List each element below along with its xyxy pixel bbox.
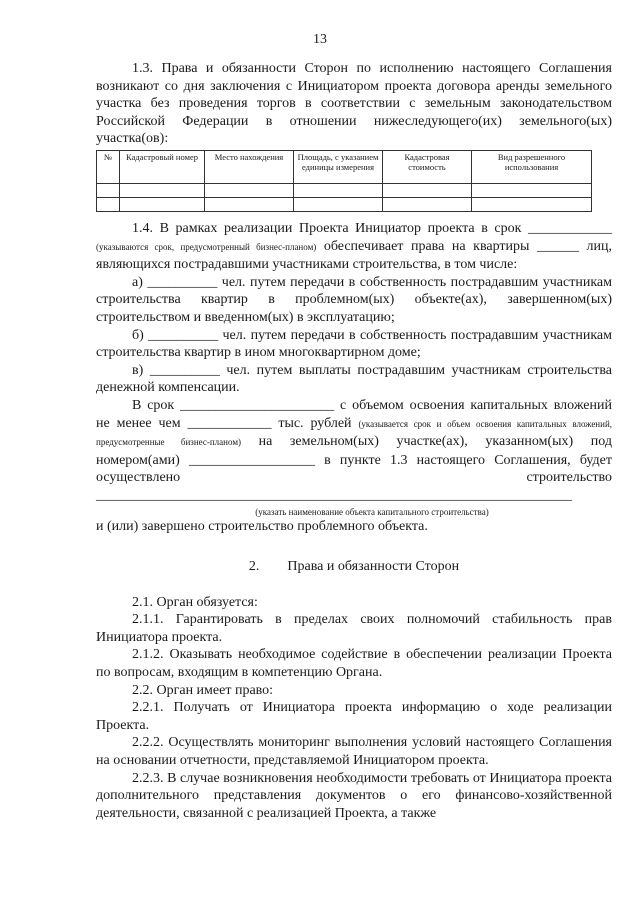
document-body (96, 60, 612, 822)
table-header-row (97, 150, 592, 183)
term-start: В срок ______________________ с объемом освоения капитальных вложений не менее чем ____________ тыс. рублей (96, 397, 612, 431)
clause-2-1-1: 2.1.1. Гарантировать в пределах своих полномочий стабильность прав Инициатора проекта. (96, 612, 612, 645)
col-area: Площадь, с указанием единицы измерения (294, 150, 383, 183)
clause-2-2: 2.2. Орган имеет право: (132, 682, 274, 698)
clause-1-4-item-b: б) __________ чел. путем передачи в собственность пострадавшим участникам строительства квартир в ином многоквартирном доме; (96, 327, 612, 361)
clause-2-1-2: 2.1.2. Оказывать необходимое содействие в обеспечении реализации Проекта по вопросам, входящим в компетенцию Органа. (96, 647, 612, 681)
col-permitted-use: Вид разрешенного использования (472, 150, 592, 183)
clause-1-3: 1.3. Права и обязанности Сторон по исполнению настоящего Соглашения возникают со дня заключения с Инициатором проекта договора аренды земельного участка без проведения торгов в соответствии с земельным законодательством Российской Федерации в отношении нижеследующего(их) земельного(ых) участка(ов): (96, 61, 612, 147)
clause-1-4-item-v: в) __________ чел. путем выплаты пострадавшим участникам строительства денежной компенсации. (96, 362, 612, 396)
section-2-number: 2. (248, 559, 260, 575)
section-2-heading (96, 558, 612, 576)
col-number: № (97, 150, 120, 183)
clause-1-4-construction-term (96, 397, 612, 519)
col-cadastral-number: Кадастровый номер (120, 150, 205, 183)
table-row (97, 183, 592, 197)
table-row (97, 197, 592, 211)
clause-1-4-item-a: а) __________ чел. путем передачи в собственность пострадавшим участникам строительства квартир в проблемном(ых) объекте(ах), завершенном(ых) строительством и введенном(ых) в эксплуатацию; (96, 274, 612, 325)
clause-1-4-term-note: (указываются срок, предусмотренный бизнес-планом) (96, 241, 317, 252)
object-name-hint: (указать наименование объекта капитального строительства) (255, 507, 489, 518)
page-number: 13 (313, 32, 327, 47)
clause-1-4-rest: обеспечивает права на квартиры ______ лиц, являющихся пострадавшими участниками строительства, в том числе: (96, 238, 613, 273)
land-plots-table (96, 150, 592, 212)
term-rest: на земельном(ых) участке(ах), указанном(ых) под номером(ами) __________________ в пункте 1.3 настоящего Соглашения, будет осуществлено строительство ____________________________________________________________________ (96, 434, 613, 503)
col-location: Место нахождения (205, 150, 294, 183)
term-note: (указывается срок и объем освоения капитальных вложений, предусмотренные бизнес-планом) (96, 418, 613, 448)
clause-2-2-1: 2.2.1. Получать от Инициатора проекта информацию о ходе реализации Проекта. (96, 700, 612, 733)
section-2-title: Права и обязанности Сторон (287, 559, 460, 575)
clause-2-2-2: 2.2.2. Осуществлять мониторинг выполнения условий настоящего Соглашения на основании отчетности, представляемой Инициатором проекта. (96, 735, 612, 768)
col-cadastral-value: Кадастровая стоимость (383, 150, 472, 183)
clause-1-4-end: и (или) завершено строительство проблемного объекта. (96, 519, 428, 535)
clause-2-2-3: 2.2.3. В случае возникновения необходимости требовать от Инициатора проекта дополнительного представления документов о его финансово-хозяйственной деятельности, связанной с реализацией Проекта, а также (96, 770, 612, 821)
clause-1-4-start: 1.4. В рамках реализации Проекта Инициатор проекта в срок ____________ (132, 220, 612, 236)
clause-1-4 (96, 220, 612, 274)
clause-2-1: 2.1. Орган обязуется: (132, 594, 258, 610)
